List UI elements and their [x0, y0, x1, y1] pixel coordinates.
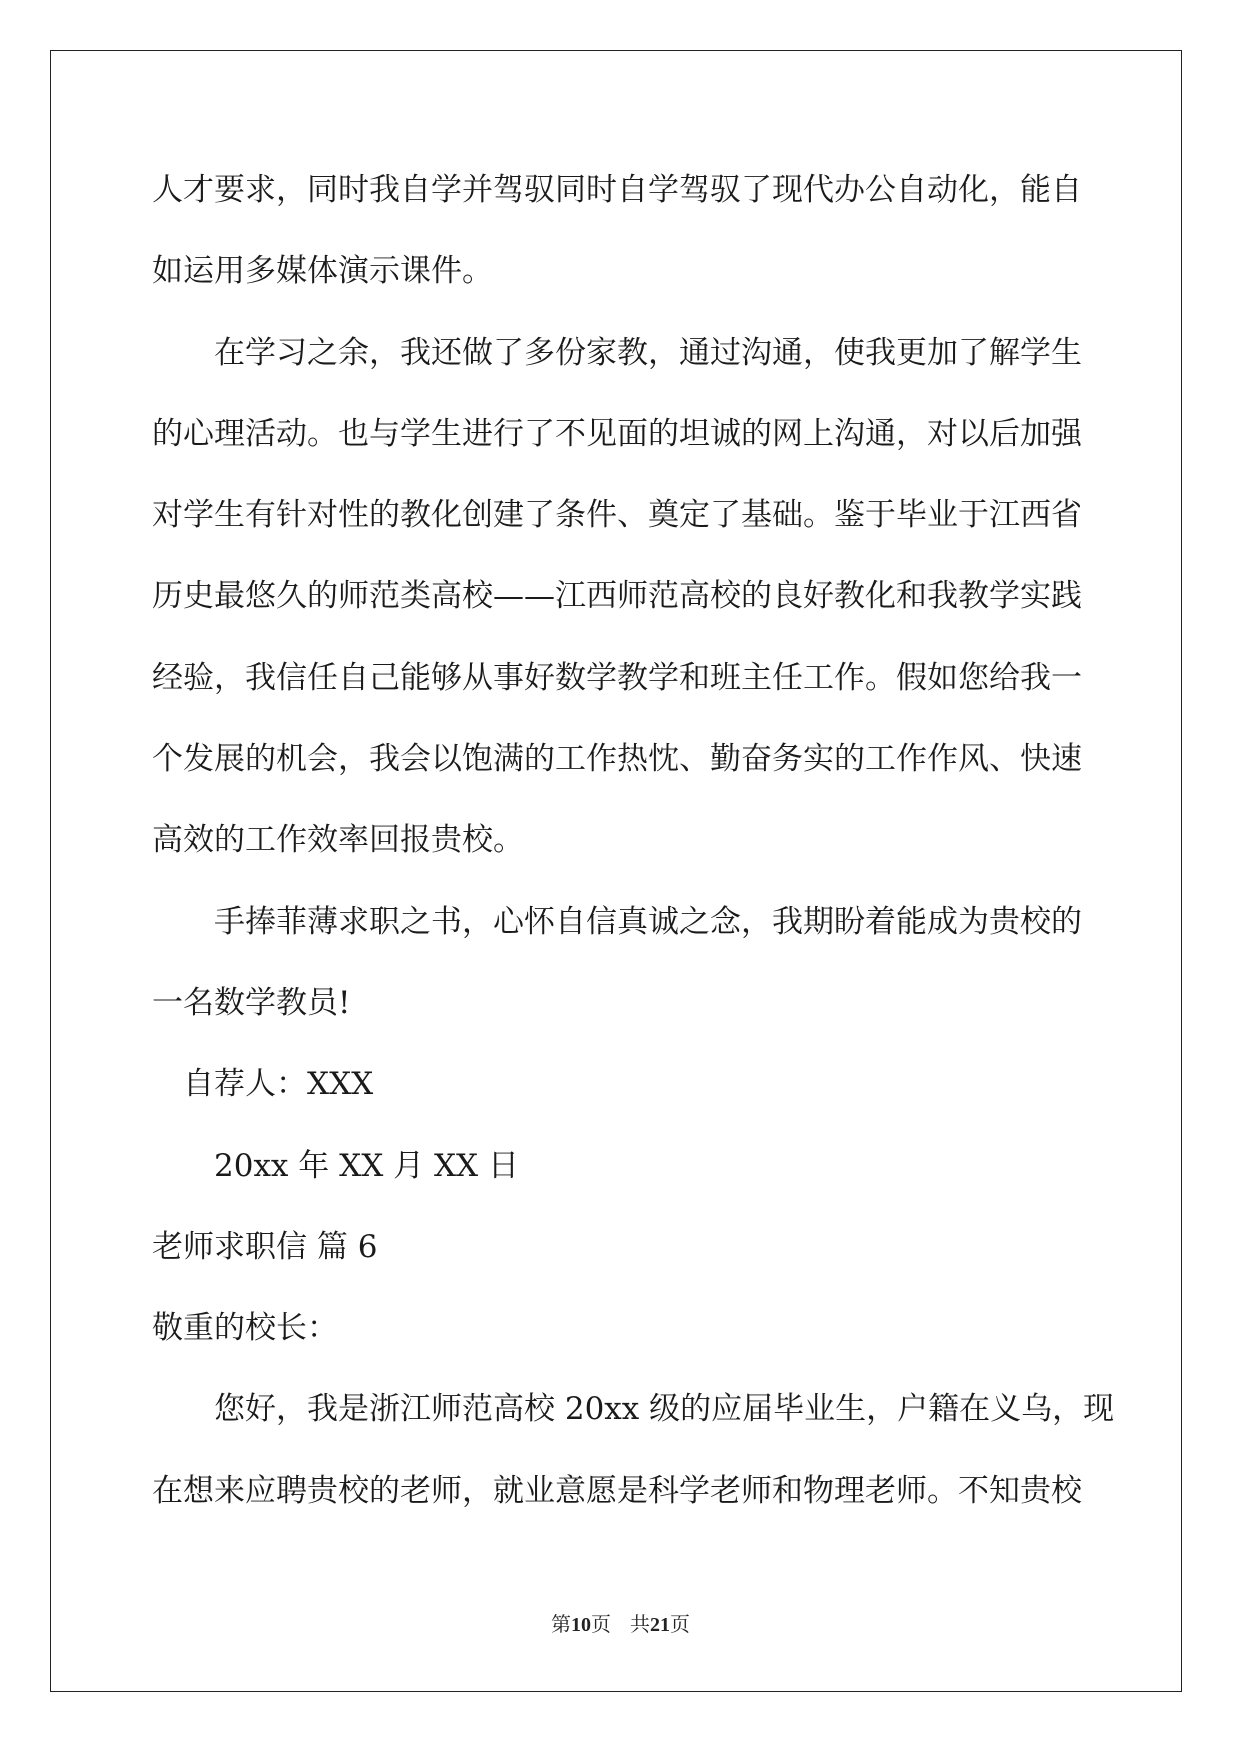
salutation: 敬重的校长：	[152, 1310, 338, 1347]
paragraph-line: 一名数学教员!	[152, 984, 351, 1021]
date-line: 20xx 年 XX 月 XX 日	[214, 1147, 519, 1184]
paragraph-line: 经验，我信任自己能够从事好数学教学和班主任工作。假如您给我一	[152, 659, 1082, 696]
paragraph-line: 历史最悠久的师范类高校——江西师范高校的良好教化和我教学实践	[152, 578, 1082, 615]
document-body	[152, 160, 1115, 1542]
total-pages: 21	[650, 1614, 671, 1636]
footer-prefix: 第	[550, 1612, 571, 1636]
paragraph-line: 在想来应聘贵校的老师，就业意愿是科学老师和物理老师。不知贵校	[152, 1472, 1082, 1509]
paragraph-line: 高效的工作效率回报贵校。	[152, 822, 524, 859]
page-number: 10	[570, 1614, 591, 1636]
page-footer	[0, 1608, 1241, 1637]
footer-middle: 页 共	[590, 1612, 651, 1636]
paragraph-line: 的心理活动。也与学生进行了不见面的坦诚的网上沟通，对以后加强	[152, 415, 1082, 452]
paragraph-line: 手捧菲薄求职之书，心怀自信真诚之念，我期盼着能成为贵校的	[214, 903, 1082, 940]
footer-suffix: 页	[670, 1612, 691, 1636]
paragraph-line: 在学习之余，我还做了多份家教，通过沟通，使我更加了解学生	[214, 334, 1082, 371]
paragraph-line: 如运用多媒体演示课件。	[152, 253, 493, 290]
paragraph-line: 对学生有针对性的教化创建了条件、奠定了基础。鉴于毕业于江西省	[152, 497, 1082, 534]
paragraph-line: 人才要求，同时我自学并驾驭同时自学驾驭了现代办公自动化，能自	[152, 172, 1082, 208]
section-heading: 老师求职信 篇 6	[152, 1228, 378, 1265]
paragraph-line: 您好，我是浙江师范高校 20xx 级的应届毕业生，户籍在义乌，现	[214, 1391, 1115, 1428]
signature-line: 自荐人：XXX	[183, 1066, 374, 1103]
paragraph-line: 个发展的机会，我会以饱满的工作热忱、勤奋务实的工作作风、快速	[152, 741, 1082, 778]
